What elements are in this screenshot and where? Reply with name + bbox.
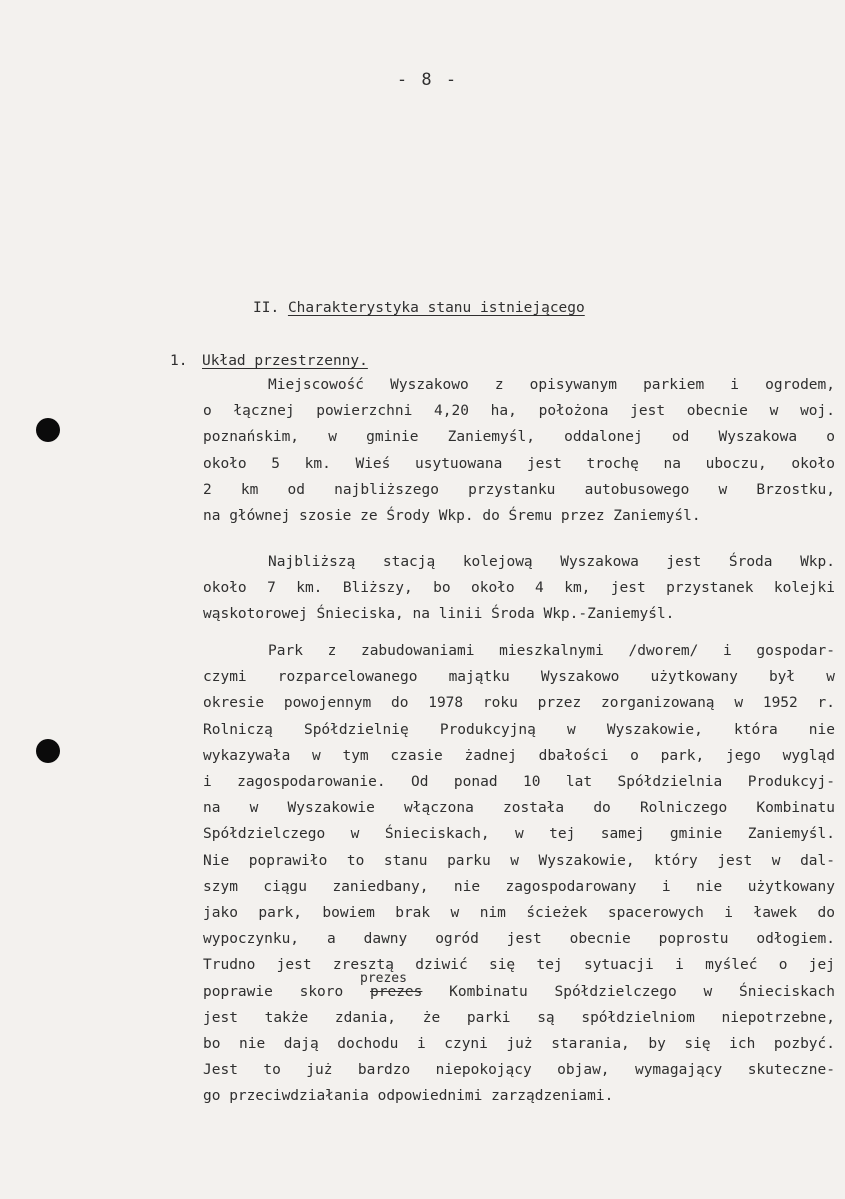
punch-hole bbox=[36, 418, 60, 442]
text-line: szym ciągu zaniedbany, nie zagospodarowany i nie użytkowany bbox=[203, 878, 835, 895]
text-line: około 7 km. Bliższy, bo około 4 km, jest przystanek kolejki bbox=[203, 580, 835, 597]
correction-after: Kombinatu Spółdzielczego w Śnieciskach bbox=[422, 983, 835, 1000]
text-line: Miejscowość Wyszakowo z opisywanym parkiem i ogrodem, bbox=[268, 377, 835, 393]
page-number: - 8 - bbox=[396, 70, 459, 90]
text-line: jako park, bowiem brak w nim ścieżek spacerowych i ławek do bbox=[203, 905, 835, 921]
chapter-title: Charakterystyka stanu istniejącego bbox=[287, 300, 585, 316]
section-heading bbox=[170, 353, 368, 369]
text-line: Trudno jest zresztą dziwić się tej sytuacji i myśleć o jej bbox=[203, 957, 835, 974]
struck-word: prezes bbox=[370, 983, 423, 1000]
text-line: Jest to już bardzo niepokojący objaw, wymagający skuteczne- bbox=[203, 1062, 835, 1079]
text-line: Najbliższą stacją kolejową Wyszakowa jest Środa Wkp. bbox=[268, 554, 835, 570]
text-line-with-correction bbox=[203, 983, 835, 1001]
text-line: Park z zabudowaniami mieszkalnymi /dworem/ i gospodar- bbox=[268, 643, 835, 659]
text-line: Spółdzielczego w Śnieciskach, w tej samej gminie Zaniemyśl. bbox=[203, 826, 835, 843]
text-line: go przeciwdziałania odpowiednimi zarządzeniami. bbox=[203, 1088, 614, 1105]
text-line: okresie powojennym do 1978 roku przez zorganizowaną w 1952 r. bbox=[203, 695, 835, 712]
text-line: około 5 km. Wieś usytuowana jest trochę na uboczu, około bbox=[203, 455, 835, 472]
punch-hole bbox=[36, 739, 60, 763]
text-line: o łącznej powierzchni 4,20 ha, położona jest obecnie w woj. bbox=[203, 403, 835, 420]
text-line: wykazywała w tym czasie żadnej dbałości o park, jego wygląd bbox=[203, 747, 835, 764]
text-line: Rolniczą Spółdzielnię Produkcyjną w Wyszakowie, która nie bbox=[203, 721, 835, 738]
text-line: wypoczynku, a dawny ogród jest obecnie poprostu odłogiem. bbox=[203, 931, 835, 948]
text-line: poznańskim, w gminie Zaniemyśl, oddalonej od Wyszakowa o bbox=[203, 429, 835, 446]
section-title: Układ przestrzenny. bbox=[202, 353, 368, 369]
chapter-heading bbox=[253, 300, 585, 316]
text-line: na w Wyszakowie włączona została do Rolniczego Kombinatu bbox=[203, 800, 835, 817]
section-number: 1. bbox=[170, 353, 188, 369]
text-line: wąskotorowej Śnieciska, na linii Środa Wkp.-Zaniemyśl. bbox=[203, 606, 675, 623]
chapter-number: II. bbox=[253, 300, 280, 316]
text-line: 2 km od najbliższego przystanku autobusowego w Brzostku, bbox=[203, 481, 835, 498]
correction-before: poprawie skoro bbox=[203, 983, 371, 1000]
text-line: Nie poprawiło to stanu parku w Wyszakowie, który jest w dal- bbox=[203, 852, 835, 869]
text-line: na głównej szosie ze Środy Wkp. do Śremu przez Zaniemyśl. bbox=[203, 508, 701, 524]
text-line: bo nie dają dochodu i czyni już starania, by się ich pozbyć. bbox=[203, 1036, 835, 1052]
text-line: i zagospodarowanie. Od ponad 10 lat Spółdzielnia Produkcyj- bbox=[203, 774, 835, 790]
text-line: jest także zdania, że parki są spółdzielniom niepotrzebne, bbox=[203, 1009, 835, 1026]
inserted-correction: prezes bbox=[360, 970, 407, 986]
text-line: czymi rozparcelowanego majątku Wyszakowo użytkowany był w bbox=[203, 669, 835, 686]
